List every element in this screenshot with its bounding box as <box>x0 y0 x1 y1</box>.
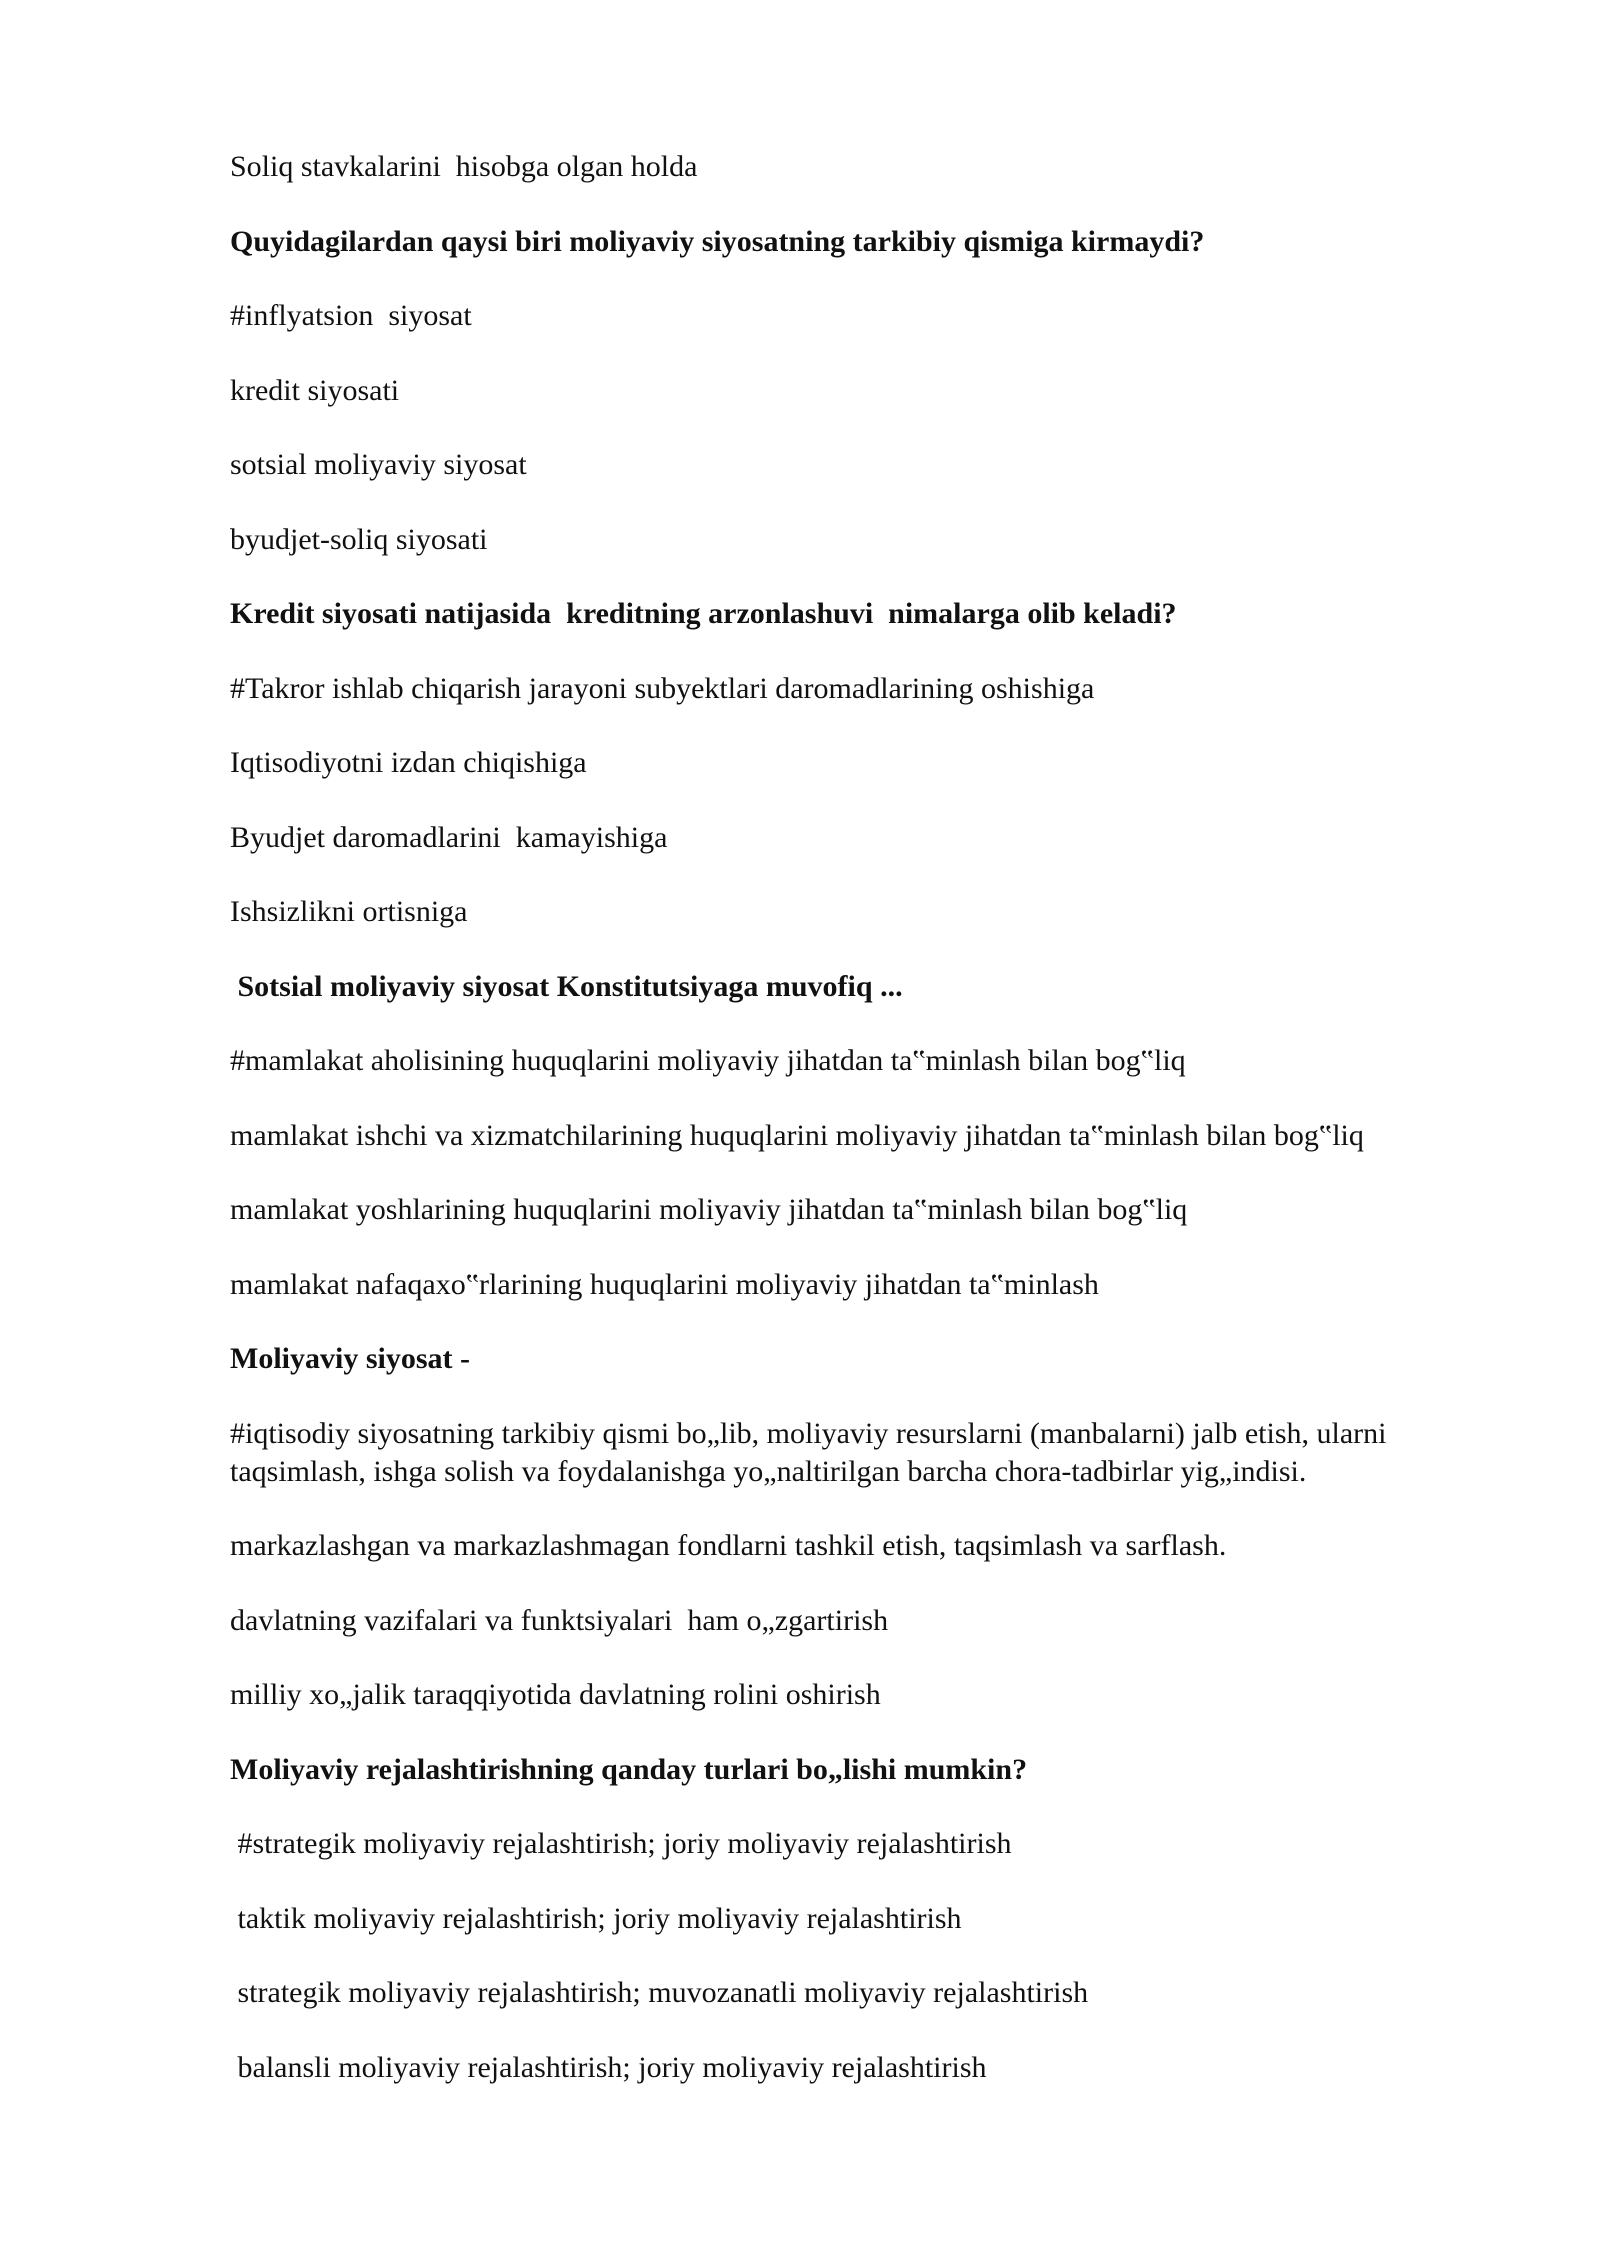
document-page <box>230 148 1490 2123</box>
answer-option: byudjet-soliq siyosati <box>230 522 488 556</box>
answer-option: davlatning vazifalari va funktsiyalari ham o„zgartirish <box>230 1603 889 1637</box>
answer-option: milliy xo„jalik taraqqiyotida davlatning rolini oshirish <box>230 1678 881 1711</box>
question-heading: Kredit siyosati natijasida kreditning arzonlashuvi nimalarga olib keladi? <box>230 597 1177 630</box>
question-heading: Sotsial moliyaviy siyosat Konstitutsiyaga muvofiq ... <box>230 969 903 1003</box>
question-heading: Moliyaviy siyosat - <box>230 1342 470 1375</box>
answer-option: Ishsizlikni ortisniga <box>230 895 468 928</box>
answer-option: sotsial moliyaviy siyosat <box>230 448 527 481</box>
answer-option: #inflyatsion siyosat <box>230 299 472 332</box>
answer-option: kredit siyosati <box>230 373 400 407</box>
question-heading: Moliyaviy rejalashtirishning qanday turlari bo„lishi mumkin? <box>230 1752 1028 1786</box>
question-heading: Quyidagilardan qaysi biri moliyaviy siyosatning tarkibiy qismiga kirmaydi? <box>230 224 1205 258</box>
answer-option: #iqtisodiy siyosatning tarkibiy qismi bo„lib, moliyaviy resurslarni (manbalarni) jalb etish, ularni taqsimlash, ishga solish va foydalanishga yo„naltirilgan barcha chora-tadbirlar yig„indisi. <box>230 1416 1387 1488</box>
answer-option: Byudjet daromadlarini kamayishiga <box>230 820 668 854</box>
answer-option: #Takror ishlab chiqarish jarayoni subyektlari daromadlarining oshishiga <box>230 671 1095 705</box>
answer-option: taktik moliyaviy rejalashtirish; joriy moliyaviy rejalashtirish <box>230 1901 962 1935</box>
answer-option: mamlakat nafaqaxo‟rlarining huquqlarini moliyaviy jihatdan ta‟minlash <box>230 1267 1099 1301</box>
answer-option: #mamlakat aholisining huquqlarini moliyaviy jihatdan ta‟minlash bilan bog‟liq <box>230 1044 1186 1077</box>
text-line: Soliq stavkalarini hisobga olgan holda <box>230 150 698 183</box>
answer-option: markazlashgan va markazlashmagan fondlarni tashkil etish, taqsimlash va sarflash. <box>230 1529 1227 1562</box>
answer-option: mamlakat ishchi va xizmatchilarining huquqlarini moliyaviy jihatdan ta‟minlash bilan bog‟liq <box>230 1118 1364 1152</box>
answer-option: #strategik moliyaviy rejalashtirish; joriy moliyaviy rejalashtirish <box>230 1827 1012 1860</box>
answer-option: strategik moliyaviy rejalashtirish; muvozanatli moliyaviy rejalashtirish <box>230 1976 1089 2009</box>
answer-option: balansli moliyaviy rejalashtirish; joriy moliyaviy rejalashtirish <box>230 2050 987 2084</box>
answer-option: Iqtisodiyotni izdan chiqishiga <box>230 746 587 779</box>
answer-option: mamlakat yoshlarining huquqlarini moliyaviy jihatdan ta‟minlash bilan bog‟liq <box>230 1193 1188 1226</box>
